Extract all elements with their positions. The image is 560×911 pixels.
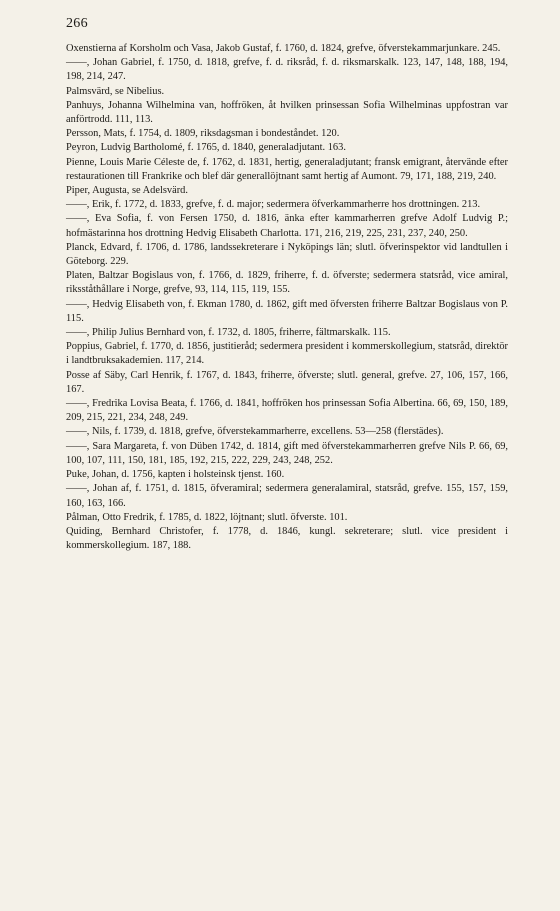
index-entry: Puke, Johan, d. 1756, kapten i holsteinsk tjenst. 160.: [66, 469, 285, 481]
index-entry: Palmsvärd, se Nibelius.: [66, 85, 165, 97]
index-entry: Panhuys, Johanna Wilhelmina van, hoffröken, åt hvilken prinsessan Sofia Wilhelminas uppfostran var anförtrodd. 111, 113.: [66, 99, 508, 126]
index-entry: Poppius, Gabriel, f. 1770, d. 1856, justitieråd; sedermera president i kommerskollegium, statsråd, direktör i landtbruksakademien. 117, 214.: [66, 341, 508, 367]
index-entry: ——, Erik, f. 1772, d. 1833, grefve, f. d. major; sedermera öfverkammarherre hos drottningen. 213.: [66, 199, 481, 211]
index-entry: Piper, Augusta, se Adelsvärd.: [66, 185, 188, 197]
index-entry: Oxenstierna af Korsholm och Vasa, Jakob Gustaf, f. 1760, d. 1824, grefve, öfverstekammarjunkare. 245.: [66, 43, 501, 54]
page-number: 266: [66, 16, 88, 31]
index-entry: ——, Fredrika Lovisa Beata, f. 1766, d. 1841, hoffröken hos prinsessan Sofia Albertina. 66, 69, 150, 189, 209, 215, 221, 234, 248, 249.: [66, 398, 508, 424]
index-entry: Quiding, Bernhard Christofer, f. 1778, d. 1846, kungl. sekreterare; slutl. vice president i kommerskollegium. 187, 188.: [66, 525, 508, 552]
index-entry: ——, Sara Margareta, f. von Düben 1742, d. 1814, gift med öfverstekammarherren grefve Nils P. 66, 69, 100, 107, 111, 150, 181, 185, 192, 215, 222, 229, 243, 248, 252.: [66, 440, 508, 466]
index-entry: Posse af Säby, Carl Henrik, f. 1767, d. 1843, friherre, öfverste; slutl. general, grefve. 27, 106, 157, 166, 167.: [66, 369, 508, 395]
index-entry: ——, Eva Sofia, f. von Fersen 1750, d. 1816, änka efter kammarherren grefve Adolf Ludvig P.; hofmästarinna hos drottning Hedvig Elisabeth Charlotta. 171, 216, 219, 225, 231, 237, 240, 250.: [66, 213, 508, 239]
index-entry: Planck, Edvard, f. 1706, d. 1786, landssekreterare i Nyköpings län; slutl. öfverinspektor vid landtullen i Göteborg. 229.: [66, 241, 508, 268]
index-entry: ——, Hedvig Elisabeth von, f. Ekman 1780, d. 1862, gift med öfversten friherre Baltzar Bogislaus von P. 115.: [66, 298, 508, 324]
index-entry: ——, Johan af, f. 1751, d. 1815, öfveramiral; sedermera generalamiral, statsråd, grefve. 155, 157, 159, 160, 163, 166.: [66, 483, 508, 509]
index-entry: ——, Philip Julius Bernhard von, f. 1732, d. 1805, friherre, fältmarskalk. 115.: [66, 327, 391, 339]
index-entry: ——, Nils, f. 1739, d. 1818, grefve, öfverstekammarherre, excellens. 53—258 (flerstädes).: [66, 426, 444, 438]
index-entry: Platen, Baltzar Bogislaus von, f. 1766, d. 1829, friherre, f. d. öfverste; sedermera statsråd, vice amiral, riksståthållare i Norge, grefve, 93, 114, 115, 119, 155.: [66, 270, 508, 296]
index-entry: Pålman, Otto Fredrik, f. 1785, d. 1822, löjtnant; slutl. öfverste. 101.: [66, 511, 348, 523]
index-entries: [66, 42, 508, 553]
index-entry: ——, Johan Gabriel, f. 1750, d. 1818, grefve, f. d. riksråd, f. d. riksmarskalk. 123, 147, 148, 188, 194, 198, 214, 247.: [66, 57, 508, 83]
index-entry: Pienne, Louis Marie Céleste de, f. 1762, d. 1831, hertig, generaladjutant; fransk emigrant, återvände efter restaurationen till Frankrike och blef där generallöjtnant samt hertig af Aumont. 79, 171, 188, 219, 240.: [66, 156, 508, 182]
index-entry: Peyron, Ludvig Bartholomé, f. 1765, d. 1840, generaladjutant. 163.: [66, 142, 346, 154]
index-entry: Persson, Mats, f. 1754, d. 1809, riksdagsman i bondeståndet. 120.: [66, 128, 340, 140]
